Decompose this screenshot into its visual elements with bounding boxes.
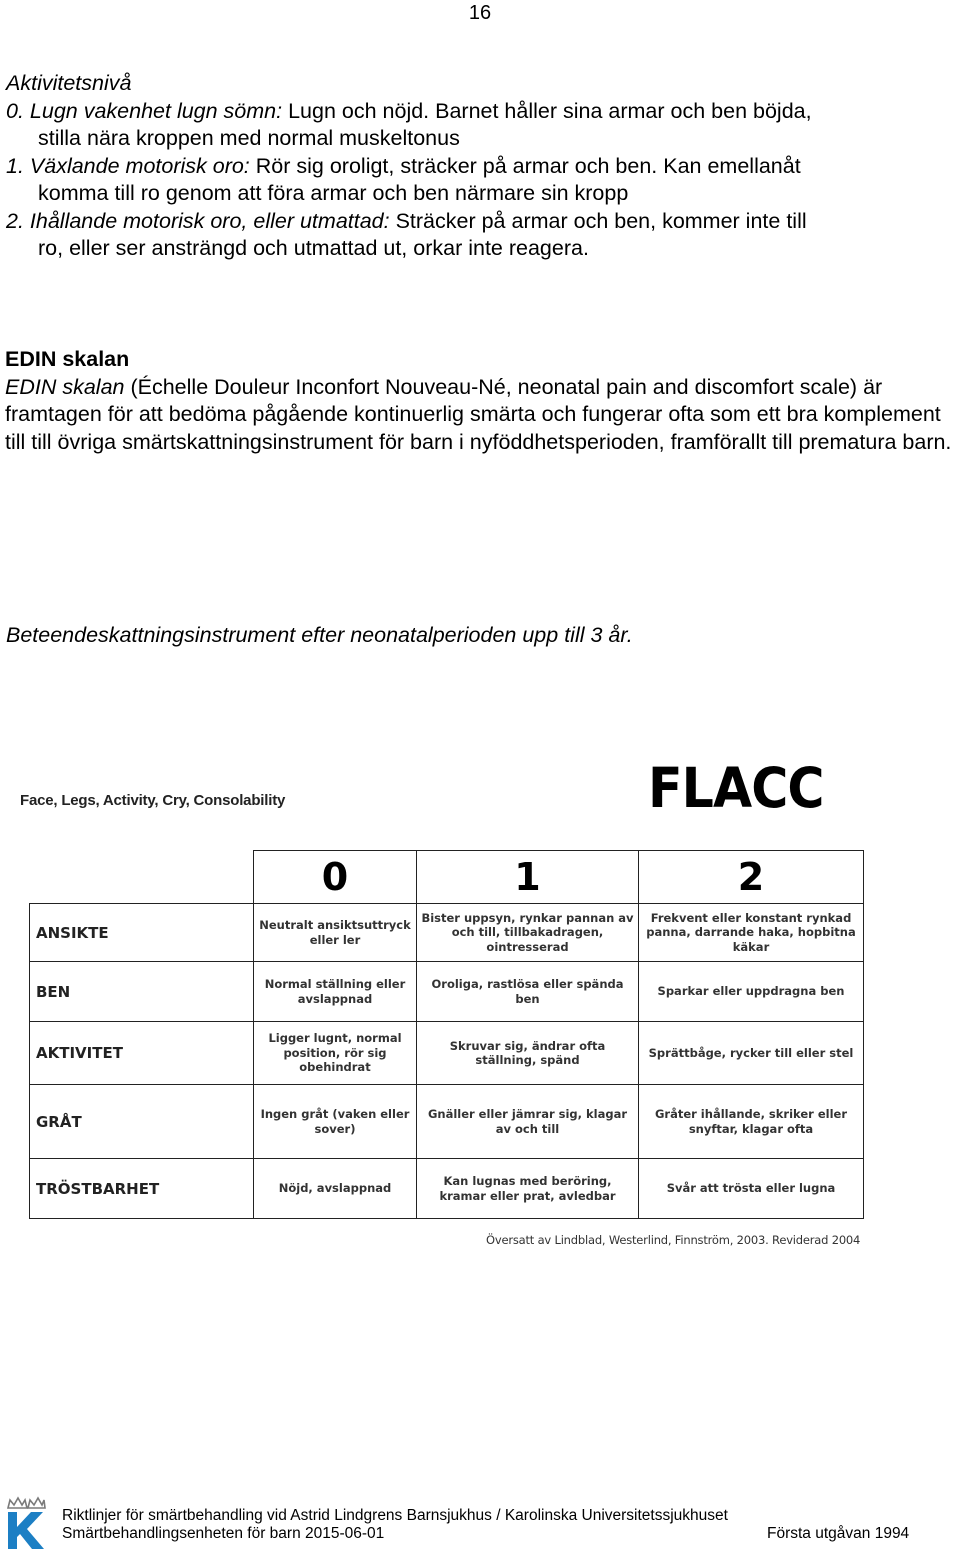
footer-line-1: Riktlinjer för smärtbehandling vid Astrid Lindgrens Barnsjukhus / Karolinska Universitetssjukhuset [62,1507,728,1524]
page-number: 16 [468,2,492,24]
activity-item-0-line2: stilla nära kroppen med normal muskeltonus [38,126,460,150]
flacc-score-0: 0 [254,851,417,904]
activity-item-0-line1 [6,98,946,126]
activity-item-2-term: 2. Ihållande motorisk oro, eller utmattad: [6,208,390,233]
row-label: TRÖSTBARHET [30,1159,254,1219]
table-cell: Bister uppsyn, rynkar pannan av och till, tillbakadragen, ointresserad [417,904,639,962]
edin-paragraph [5,374,960,457]
hospital-logo-icon [4,1494,46,1550]
activity-item-0-text: Lugn och nöjd. Barnet håller sina armar och ben böjda, [282,98,812,123]
table-cell: Ligger lugnt, normal position, rör sig obehindrat [254,1022,417,1085]
table-cell: Oroliga, rastlösa eller spända ben [417,962,639,1022]
activity-item-0-term: 0. Lugn vakenhet lugn sömn: [6,98,283,123]
activity-item-2-line1 [6,208,946,236]
activity-heading: Aktivitetsnivå [6,71,132,95]
table-cell: Ingen gråt (vaken eller sover) [254,1085,417,1159]
table-cell: Normal ställning eller avslappnad [254,962,417,1022]
table-row [30,1022,864,1085]
table-row [30,1159,864,1219]
edin-term: EDIN skalan [5,374,125,399]
behavior-heading: Beteendeskattningsinstrument efter neonatalperioden upp till 3 år. [6,623,633,647]
flacc-table [29,850,864,1219]
flacc-score-2: 2 [639,851,864,904]
activity-item-1-term: 1. Växlande motorisk oro: [6,153,250,178]
footer-line-2: Smärtbehandlingsenheten för barn 2015-06-01 [62,1525,385,1542]
table-cell: Svår att trösta eller lugna [639,1159,864,1219]
table-cell: Gnäller eller jämrar sig, klagar av och till [417,1085,639,1159]
flacc-subtitle: Face, Legs, Activity, Cry, Consolability [20,792,286,809]
activity-item-2-text: Sträcker på armar och ben, kommer inte till [389,208,807,233]
edin-heading: EDIN skalan [5,347,130,371]
table-cell: Skruvar sig, ändrar ofta ställning, spänd [417,1022,639,1085]
letter-k-icon [8,1512,44,1549]
table-cell: Sprättbåge, rycker till eller stel [639,1022,864,1085]
flacc-caption: Översatt av Lindblad, Westerlind, Finnström, 2003. Reviderad 2004 [486,1233,861,1247]
activity-item-1-text: Rör sig oroligt, sträcker på armar och ben. Kan emellanåt [249,153,801,178]
table-cell: Sparkar eller uppdragna ben [639,962,864,1022]
flacc-header-row [30,851,864,904]
table-cell: Kan lugnas med beröring, kramar eller prat, avledbar [417,1159,639,1219]
flacc-corner [30,851,254,904]
activity-section [6,70,946,263]
edin-section [5,346,960,456]
table-cell: Frekvent eller konstant rynkad panna, darrande haka, hopbitna käkar [639,904,864,962]
flacc-score-1: 1 [417,851,639,904]
edin-body: (Échelle Douleur Inconfort Nouveau-Né, neonatal pain and discomfort scale) är framtagen för att bedöma pågående kontinuerlig smärta och fungerar ofta som ett bra komplement till till övriga smärtskattningsinstrument för barn i nyföddhetsperioden, framförallt till prematura barn. [5,374,952,454]
activity-item-1-line1 [6,153,946,181]
table-row [30,1085,864,1159]
footer-edition: Första utgåvan 1994 [767,1525,910,1542]
activity-item-1-line2: komma till ro genom att föra armar och ben närmare sin kropp [38,181,629,205]
table-cell: Nöjd, avslappnad [254,1159,417,1219]
row-label: GRÅT [30,1085,254,1159]
row-label: AKTIVITET [30,1022,254,1085]
table-row [30,962,864,1022]
row-label: ANSIKTE [30,904,254,962]
row-label: BEN [30,962,254,1022]
crown-icon [8,1498,45,1508]
table-row [30,904,864,962]
flacc-title: FLACC [648,756,824,820]
table-cell: Gråter ihållande, skriker eller snyftar, klagar ofta [639,1085,864,1159]
table-cell: Neutralt ansiktsuttryck eller ler [254,904,417,962]
activity-item-2-line2: ro, eller ser ansträngd och utmattad ut, orkar inte reagera. [38,236,589,260]
